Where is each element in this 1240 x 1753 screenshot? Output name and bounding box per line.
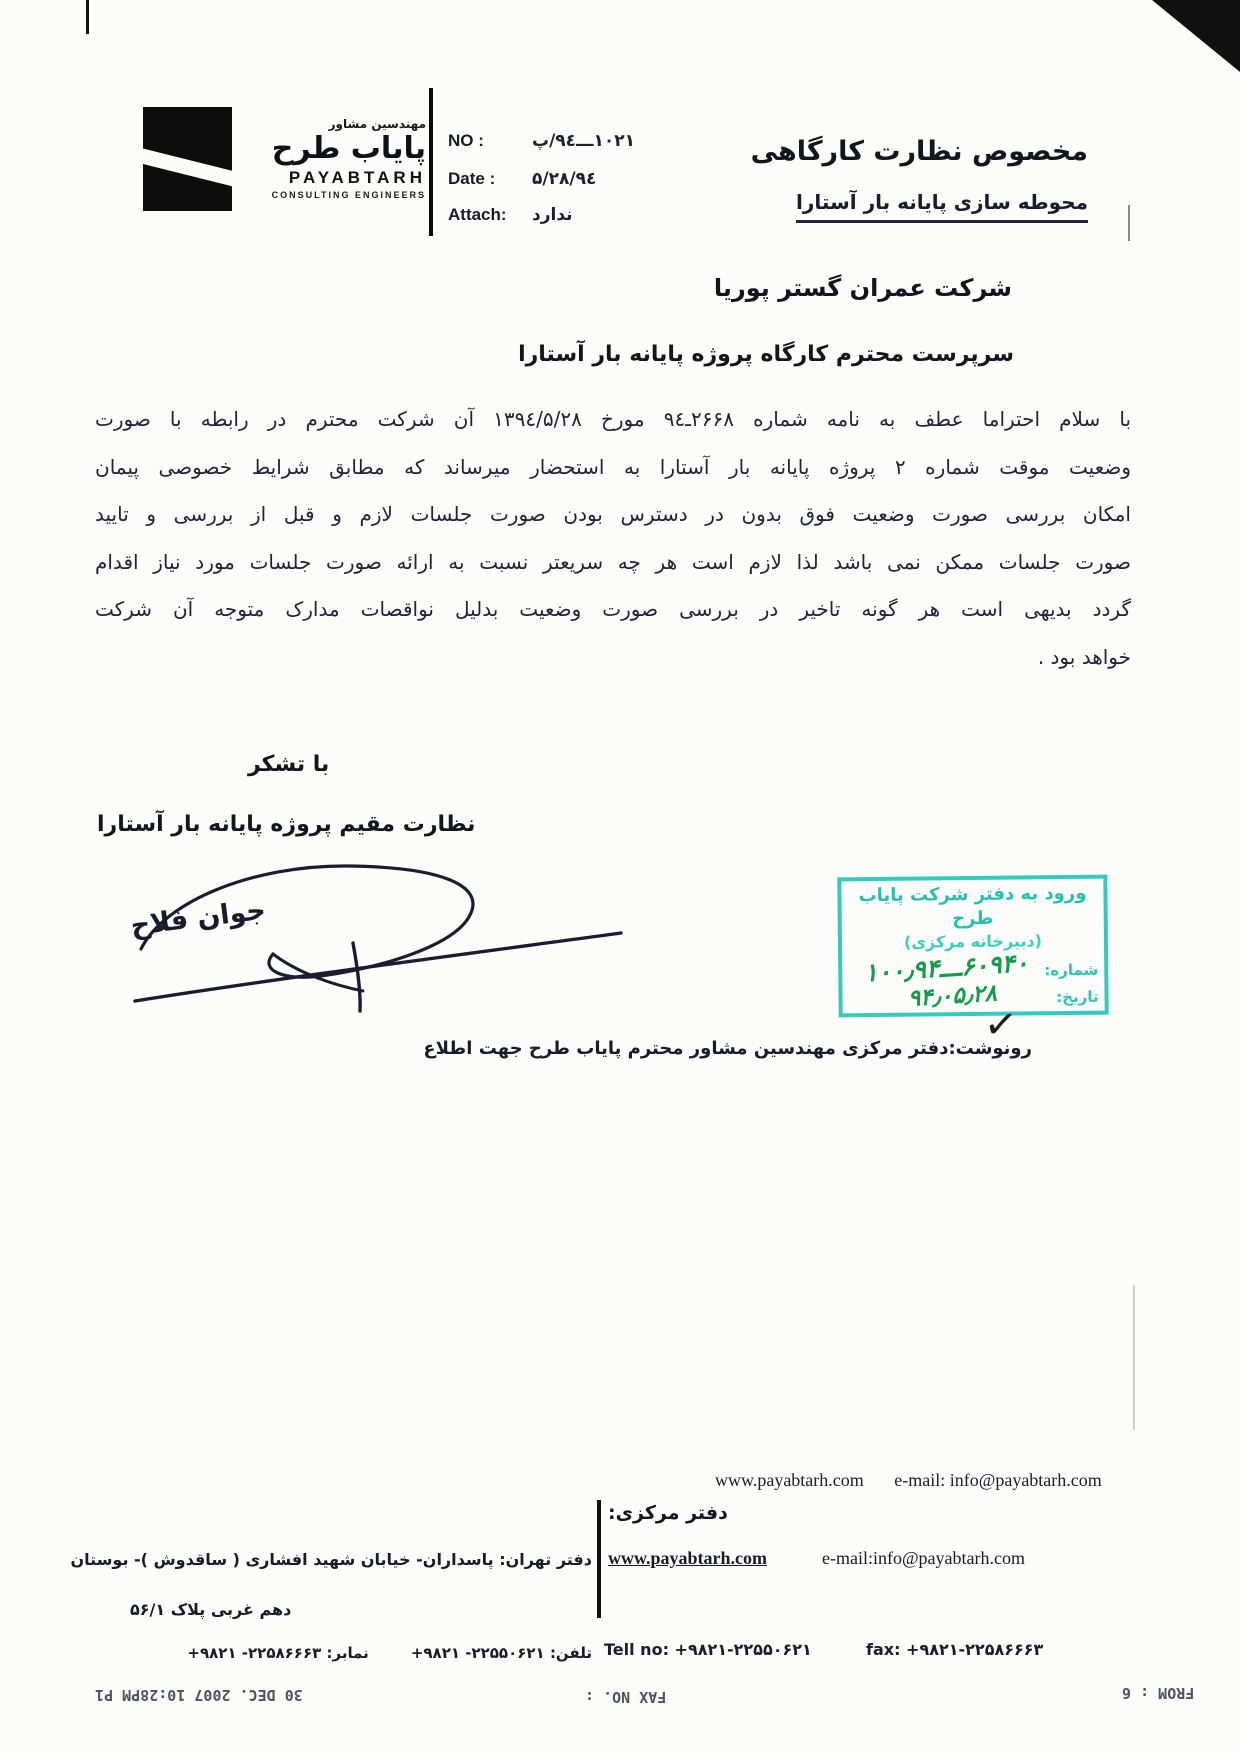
body-line: وضعیت موقت شماره ۲ پروژه پایانه بار آستارا به استحضار میرساند که مطابق شرایط خصوصی پیمان: [95, 454, 1131, 479]
office-entry-stamp: [837, 875, 1108, 1018]
subject-title: مخصوص نظارت کارگاهی: [750, 136, 1088, 167]
scan-artifact-edge: [1128, 205, 1130, 241]
stamp-subtitle: (دبیرخانه مرکزی): [903, 931, 1043, 952]
company-logo: [143, 107, 232, 211]
footer-top-email: e-mail: info@payabtarh.com: [894, 1470, 1102, 1490]
scan-artifact-tick: [86, 0, 89, 34]
subject-subtitle: محوطه سازی پایانه بار آستارا: [796, 190, 1088, 223]
attach-value: ندارد: [532, 205, 573, 225]
stamp-title: ورود به دفتر شرکت پایاب طرح: [858, 882, 1087, 930]
letter-body: [95, 396, 1131, 681]
handwritten-signature: [113, 853, 633, 1015]
phone-value: +۹۸۲۱ -۲۲۵۵۰۶۲۱: [410, 1644, 545, 1662]
scan-artifact-corner-wedge: [1152, 0, 1240, 72]
signature-stroke: [353, 943, 360, 1011]
footer-address-line1: دفتر تهران: پاسداران- خیابان شهید افشاری ( ساقدوش )- بوستان: [70, 1550, 592, 1569]
footer-phones-fa: [187, 1644, 592, 1662]
date-value: ۹٤/۵/۲۸: [532, 169, 597, 189]
signer-name: جوان فلاح: [128, 894, 268, 942]
footer-address-line2: دهم غربی پلاک ۵۶/۱: [130, 1600, 292, 1619]
recipient-attention: سرپرست محترم کارگاه پروژه پایانه بار آستارا: [518, 342, 1014, 367]
footer-fax-en: fax: +۹۸۲۱-۲۲۵۸۶۶۶۳: [866, 1640, 1044, 1659]
stamp-number-row: [848, 948, 1099, 988]
stamp-number-label: شماره:: [1044, 960, 1099, 980]
phone-label: تلفن:: [549, 1644, 592, 1662]
fax-header-faxno: FAX NO. :: [585, 1688, 667, 1706]
recipient-company: شرکت عمران گستر پوریا: [713, 274, 1012, 302]
signature-underline: [135, 933, 621, 1001]
letter-date-row: [448, 169, 624, 189]
closing-thanks: با تشکر: [248, 752, 330, 777]
fax-label: نمابر:: [326, 1644, 369, 1662]
date-label: Date :: [448, 169, 496, 188]
attach-label: Attach:: [448, 205, 507, 224]
logo-fa-large: پایاب طرح: [271, 131, 426, 166]
footer-phone-fa: [411, 1644, 592, 1662]
closing-signer-title: نظارت مقیم پروژه پایانه بار آستارا: [97, 812, 476, 837]
body-line: امکان بررسی صورت وضعیت فوق بدون در دسترس بودن صورت جلسات لازم و قبل از بررسی و تایید: [95, 502, 1131, 526]
footer-email: e-mail:info@payabtarh.com: [822, 1548, 1026, 1568]
fax-header-timestamp: 30 DEC. 2007 10:28PM P1: [95, 1686, 303, 1704]
stamp-date-label: تاریخ:: [1056, 987, 1099, 1007]
fax-value: +۹۸۲۱ -۲۲۵۸۶۶۶۳: [187, 1644, 322, 1662]
cc-note: رونوشت:دفتر مرکزی مهندسین مشاور محترم پایاب طرح جهت اطلاع: [423, 1038, 1032, 1059]
logo-diagonal-stripe-icon: [143, 145, 232, 196]
logo-latin-name: PAYABTARH: [288, 168, 426, 187]
footer-fax-fa: [187, 1644, 368, 1662]
letterhead-divider: [429, 88, 433, 236]
footer-divider: [597, 1500, 601, 1618]
stamp-date-value: ۹۴٫۰۵٫۲۸: [907, 980, 998, 1012]
footer-head-office-label: دفتر مرکزی:: [608, 1502, 728, 1524]
no-label: NO :: [448, 131, 484, 150]
body-line: صورت جلسات ممکن نمی باشد لذا لازم است هر چه سریعتر نسبت به ارائه صورت جلسات مورد نیاز اقدام: [95, 549, 1131, 574]
letter-number-row: [448, 131, 635, 151]
logo-wordmark: [232, 118, 426, 201]
logo-latin-subtitle: CONSULTING ENGINEERS: [271, 190, 426, 200]
no-value: ۱۰۲۱ـــ۹٤/پ: [532, 131, 636, 151]
body-line: با سلام احتراما عطف به نامه شماره ۲۶۶۸ـ۹٤ مورخ ۱۳۹٤/۵/۲۸ آن شرکت محترم در رابطه با صورت: [95, 407, 1132, 431]
body-line: خواهد بود .: [1037, 644, 1131, 669]
fax-header-from: FROM : 6: [1122, 1684, 1195, 1702]
footer-tell-en: Tell no: +۹۸۲۱-۲۲۵۵۰۶۲۱: [604, 1640, 812, 1659]
logo-fa-small: مهندسین مشاور: [328, 117, 426, 131]
footer-top-url: www.payabtarh.com: [715, 1470, 864, 1490]
stamp-number-value: ۶۰۹۴۰ـــ۱۰۰٫۹۴: [863, 948, 1030, 988]
scan-artifact-edge: [1133, 1285, 1135, 1430]
footer-web-line: [715, 1470, 1128, 1491]
letter-attach-row: [448, 205, 601, 225]
body-line: گردد بدیهی است هر گونه تاخیر در بررسی صورت وضعیت بدلیل نواقصات مدارک متوجه آن شرکت: [95, 597, 1131, 621]
checkmark-icon: ✓: [981, 1000, 1020, 1050]
footer-website-link: www.payabtarh.com: [608, 1548, 768, 1568]
